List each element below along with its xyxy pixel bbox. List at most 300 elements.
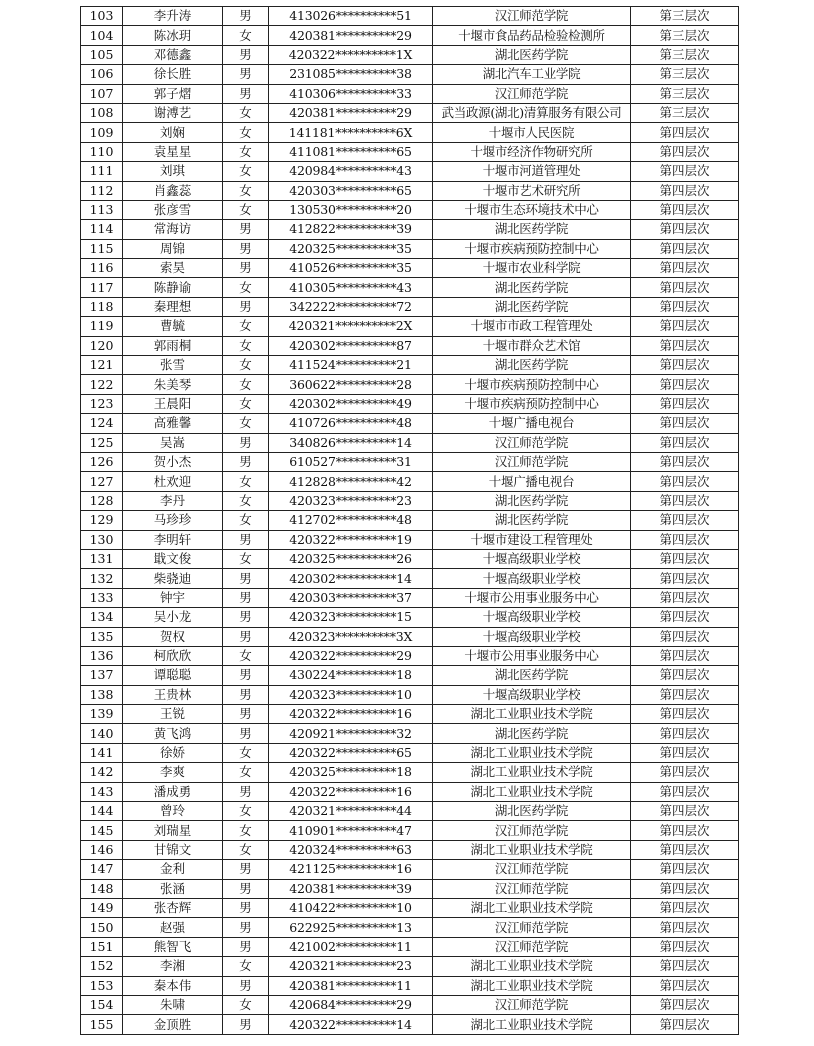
row-number-cell: 119 <box>81 317 123 336</box>
name-cell: 谢溥艺 <box>123 103 223 122</box>
level-cell: 第四层次 <box>631 181 739 200</box>
gender-cell: 女 <box>223 763 269 782</box>
table-row <box>81 414 739 433</box>
gender-cell: 男 <box>223 1015 269 1034</box>
organization-cell: 汉江师范学院 <box>433 918 631 937</box>
name-cell: 吴小龙 <box>123 608 223 627</box>
level-cell: 第四层次 <box>631 995 739 1014</box>
row-number-cell: 113 <box>81 200 123 219</box>
name-cell: 秦本伟 <box>123 976 223 995</box>
gender-cell: 男 <box>223 588 269 607</box>
row-number-cell: 123 <box>81 394 123 413</box>
row-number-cell: 120 <box>81 336 123 355</box>
organization-cell: 十堰市生态环境技术中心 <box>433 200 631 219</box>
name-cell: 贺小杰 <box>123 452 223 471</box>
gender-cell: 男 <box>223 705 269 724</box>
level-cell: 第四层次 <box>631 297 739 316</box>
level-cell: 第四层次 <box>631 666 739 685</box>
organization-cell: 十堰市人民医院 <box>433 123 631 142</box>
row-number-cell: 125 <box>81 433 123 452</box>
table-row <box>81 239 739 258</box>
id-number-cell: 420322**********29 <box>269 646 433 665</box>
organization-cell: 湖北医药学院 <box>433 724 631 743</box>
gender-cell: 男 <box>223 220 269 239</box>
table-row <box>81 65 739 84</box>
level-cell: 第四层次 <box>631 123 739 142</box>
row-number-cell: 144 <box>81 802 123 821</box>
gender-cell: 男 <box>223 7 269 26</box>
row-number-cell: 128 <box>81 491 123 510</box>
name-cell: 张彦雪 <box>123 200 223 219</box>
organization-cell: 十堰高级职业学校 <box>433 608 631 627</box>
gender-cell: 男 <box>223 84 269 103</box>
gender-cell: 男 <box>223 782 269 801</box>
organization-cell: 十堰高级职业学校 <box>433 569 631 588</box>
level-cell: 第三层次 <box>631 65 739 84</box>
gender-cell: 男 <box>223 452 269 471</box>
row-number-cell: 155 <box>81 1015 123 1034</box>
row-number-cell: 138 <box>81 685 123 704</box>
table-row <box>81 336 739 355</box>
organization-cell: 汉江师范学院 <box>433 7 631 26</box>
gender-cell: 男 <box>223 569 269 588</box>
gender-cell: 女 <box>223 414 269 433</box>
organization-cell: 汉江师范学院 <box>433 452 631 471</box>
name-cell: 秦理想 <box>123 297 223 316</box>
name-cell: 肖鑫蕊 <box>123 181 223 200</box>
organization-cell: 湖北汽车工业学院 <box>433 65 631 84</box>
organization-cell: 湖北工业职业技术学院 <box>433 840 631 859</box>
row-number-cell: 130 <box>81 530 123 549</box>
name-cell: 张杏辉 <box>123 898 223 917</box>
level-cell: 第三层次 <box>631 7 739 26</box>
name-cell: 李升涛 <box>123 7 223 26</box>
table-body <box>81 7 739 1035</box>
row-number-cell: 135 <box>81 627 123 646</box>
level-cell: 第四层次 <box>631 336 739 355</box>
row-number-cell: 140 <box>81 724 123 743</box>
level-cell: 第四层次 <box>631 452 739 471</box>
level-cell: 第四层次 <box>631 259 739 278</box>
table-row <box>81 317 739 336</box>
row-number-cell: 112 <box>81 181 123 200</box>
table-row <box>81 394 739 413</box>
row-number-cell: 104 <box>81 26 123 45</box>
level-cell: 第四层次 <box>631 549 739 568</box>
organization-cell: 湖北工业职业技术学院 <box>433 782 631 801</box>
gender-cell: 男 <box>223 608 269 627</box>
table-row <box>81 666 739 685</box>
gender-cell: 男 <box>223 879 269 898</box>
table-row <box>81 646 739 665</box>
organization-cell: 湖北医药学院 <box>433 802 631 821</box>
organization-cell: 湖北医药学院 <box>433 356 631 375</box>
name-cell: 赵强 <box>123 918 223 937</box>
id-number-cell: 360622**********28 <box>269 375 433 394</box>
name-cell: 李爽 <box>123 763 223 782</box>
name-cell: 袁星星 <box>123 142 223 161</box>
gender-cell: 女 <box>223 142 269 161</box>
organization-cell: 湖北工业职业技术学院 <box>433 1015 631 1034</box>
organization-cell: 汉江师范学院 <box>433 860 631 879</box>
row-number-cell: 106 <box>81 65 123 84</box>
table-row <box>81 569 739 588</box>
table-row <box>81 297 739 316</box>
level-cell: 第四层次 <box>631 375 739 394</box>
table-row <box>81 782 739 801</box>
level-cell: 第四层次 <box>631 588 739 607</box>
table-row <box>81 685 739 704</box>
organization-cell: 十堰高级职业学校 <box>433 549 631 568</box>
organization-cell: 十堰市疾病预防控制中心 <box>433 239 631 258</box>
row-number-cell: 153 <box>81 976 123 995</box>
level-cell: 第四层次 <box>631 142 739 161</box>
level-cell: 第四层次 <box>631 802 739 821</box>
name-cell: 谭聪聪 <box>123 666 223 685</box>
id-number-cell: 410306**********33 <box>269 84 433 103</box>
id-number-cell: 410726**********48 <box>269 414 433 433</box>
row-number-cell: 139 <box>81 705 123 724</box>
id-number-cell: 420325**********18 <box>269 763 433 782</box>
row-number-cell: 131 <box>81 549 123 568</box>
level-cell: 第四层次 <box>631 530 739 549</box>
level-cell: 第四层次 <box>631 685 739 704</box>
name-cell: 朱啸 <box>123 995 223 1014</box>
table-row <box>81 200 739 219</box>
name-cell: 戢文俊 <box>123 549 223 568</box>
row-number-cell: 142 <box>81 763 123 782</box>
row-number-cell: 145 <box>81 821 123 840</box>
organization-cell: 十堰市河道管理处 <box>433 162 631 181</box>
table-row <box>81 995 739 1014</box>
name-cell: 柯欣欣 <box>123 646 223 665</box>
gender-cell: 女 <box>223 200 269 219</box>
organization-cell: 汉江师范学院 <box>433 433 631 452</box>
gender-cell: 女 <box>223 394 269 413</box>
name-cell: 刘娴 <box>123 123 223 142</box>
id-number-cell: 420381**********29 <box>269 103 433 122</box>
id-number-cell: 610527**********31 <box>269 452 433 471</box>
organization-cell: 十堰高级职业学校 <box>433 685 631 704</box>
level-cell: 第四层次 <box>631 394 739 413</box>
row-number-cell: 137 <box>81 666 123 685</box>
table-row <box>81 45 739 64</box>
name-cell: 马珍珍 <box>123 511 223 530</box>
gender-cell: 男 <box>223 627 269 646</box>
id-number-cell: 410422**********10 <box>269 898 433 917</box>
organization-cell: 湖北医药学院 <box>433 491 631 510</box>
id-number-cell: 413026**********51 <box>269 7 433 26</box>
gender-cell: 女 <box>223 181 269 200</box>
name-cell: 陈静谕 <box>123 278 223 297</box>
gender-cell: 女 <box>223 336 269 355</box>
table-row <box>81 452 739 471</box>
organization-cell: 十堰市艺术研究所 <box>433 181 631 200</box>
organization-cell: 汉江师范学院 <box>433 879 631 898</box>
organization-cell: 湖北工业职业技术学院 <box>433 976 631 995</box>
level-cell: 第四层次 <box>631 220 739 239</box>
id-number-cell: 410526**********35 <box>269 259 433 278</box>
name-cell: 徐娇 <box>123 743 223 762</box>
table-row <box>81 705 739 724</box>
level-cell: 第四层次 <box>631 511 739 530</box>
level-cell: 第四层次 <box>631 646 739 665</box>
id-number-cell: 420684**********29 <box>269 995 433 1014</box>
id-number-cell: 420323**********23 <box>269 491 433 510</box>
id-number-cell: 421002**********11 <box>269 937 433 956</box>
id-number-cell: 420302**********49 <box>269 394 433 413</box>
table-row <box>81 259 739 278</box>
organization-cell: 十堰市食品药品检验检测所 <box>433 26 631 45</box>
level-cell: 第四层次 <box>631 860 739 879</box>
level-cell: 第四层次 <box>631 239 739 258</box>
id-number-cell: 622925**********13 <box>269 918 433 937</box>
row-number-cell: 110 <box>81 142 123 161</box>
name-cell: 陈冰玥 <box>123 26 223 45</box>
row-number-cell: 116 <box>81 259 123 278</box>
name-cell: 曹毓 <box>123 317 223 336</box>
level-cell: 第四层次 <box>631 976 739 995</box>
name-cell: 甘锦文 <box>123 840 223 859</box>
level-cell: 第四层次 <box>631 472 739 491</box>
organization-cell: 汉江师范学院 <box>433 995 631 1014</box>
organization-cell: 汉江师范学院 <box>433 84 631 103</box>
gender-cell: 女 <box>223 995 269 1014</box>
gender-cell: 女 <box>223 278 269 297</box>
name-cell: 索昊 <box>123 259 223 278</box>
gender-cell: 男 <box>223 530 269 549</box>
name-cell: 王贵林 <box>123 685 223 704</box>
gender-cell: 女 <box>223 103 269 122</box>
table-row <box>81 840 739 859</box>
name-cell: 黄飞鸿 <box>123 724 223 743</box>
level-cell: 第四层次 <box>631 356 739 375</box>
table-row <box>81 162 739 181</box>
row-number-cell: 126 <box>81 452 123 471</box>
id-number-cell: 420381**********11 <box>269 976 433 995</box>
level-cell: 第四层次 <box>631 957 739 976</box>
name-cell: 郭子熠 <box>123 84 223 103</box>
name-cell: 王晨阳 <box>123 394 223 413</box>
id-number-cell: 420322**********1X <box>269 45 433 64</box>
row-number-cell: 141 <box>81 743 123 762</box>
gender-cell: 女 <box>223 317 269 336</box>
name-cell: 王锐 <box>123 705 223 724</box>
row-number-cell: 148 <box>81 879 123 898</box>
id-number-cell: 130530**********20 <box>269 200 433 219</box>
level-cell: 第三层次 <box>631 45 739 64</box>
level-cell: 第四层次 <box>631 162 739 181</box>
row-number-cell: 147 <box>81 860 123 879</box>
id-number-cell: 420984**********43 <box>269 162 433 181</box>
table-row <box>81 7 739 26</box>
id-number-cell: 420302**********14 <box>269 569 433 588</box>
row-number-cell: 111 <box>81 162 123 181</box>
table-row <box>81 433 739 452</box>
table-row <box>81 608 739 627</box>
gender-cell: 男 <box>223 433 269 452</box>
name-cell: 郭雨桐 <box>123 336 223 355</box>
id-number-cell: 420323**********10 <box>269 685 433 704</box>
row-number-cell: 114 <box>81 220 123 239</box>
table-row <box>81 588 739 607</box>
gender-cell: 女 <box>223 472 269 491</box>
table-row <box>81 375 739 394</box>
row-number-cell: 127 <box>81 472 123 491</box>
table-row <box>81 356 739 375</box>
row-number-cell: 132 <box>81 569 123 588</box>
row-number-cell: 146 <box>81 840 123 859</box>
id-number-cell: 420321**********23 <box>269 957 433 976</box>
name-cell: 吴嵩 <box>123 433 223 452</box>
gender-cell: 男 <box>223 666 269 685</box>
table-row <box>81 549 739 568</box>
gender-cell: 女 <box>223 957 269 976</box>
level-cell: 第四层次 <box>631 821 739 840</box>
id-number-cell: 420325**********26 <box>269 549 433 568</box>
name-cell: 李湘 <box>123 957 223 976</box>
level-cell: 第四层次 <box>631 317 739 336</box>
table-row <box>81 898 739 917</box>
gender-cell: 女 <box>223 840 269 859</box>
gender-cell: 女 <box>223 511 269 530</box>
table-row <box>81 918 739 937</box>
level-cell: 第四层次 <box>631 608 739 627</box>
name-cell: 贺权 <box>123 627 223 646</box>
table-row <box>81 724 739 743</box>
level-cell: 第四层次 <box>631 743 739 762</box>
organization-cell: 湖北工业职业技术学院 <box>433 705 631 724</box>
level-cell: 第四层次 <box>631 937 739 956</box>
table-row <box>81 530 739 549</box>
id-number-cell: 420324**********63 <box>269 840 433 859</box>
organization-cell: 十堰广播电视台 <box>433 414 631 433</box>
name-cell: 潘成勇 <box>123 782 223 801</box>
id-number-cell: 420322**********14 <box>269 1015 433 1034</box>
level-cell: 第四层次 <box>631 898 739 917</box>
table-row <box>81 103 739 122</box>
id-number-cell: 420381**********29 <box>269 26 433 45</box>
row-number-cell: 150 <box>81 918 123 937</box>
name-cell: 邓德鑫 <box>123 45 223 64</box>
row-number-cell: 103 <box>81 7 123 26</box>
table-row <box>81 142 739 161</box>
gender-cell: 男 <box>223 259 269 278</box>
row-number-cell: 154 <box>81 995 123 1014</box>
table-row <box>81 821 739 840</box>
id-number-cell: 411081**********65 <box>269 142 433 161</box>
id-number-cell: 420381**********39 <box>269 879 433 898</box>
name-cell: 徐长胜 <box>123 65 223 84</box>
id-number-cell: 420325**********35 <box>269 239 433 258</box>
organization-cell: 湖北工业职业技术学院 <box>433 898 631 917</box>
gender-cell: 男 <box>223 898 269 917</box>
organization-cell: 十堰市建设工程管理处 <box>433 530 631 549</box>
id-number-cell: 412828**********42 <box>269 472 433 491</box>
organization-cell: 十堰市市政工程管理处 <box>433 317 631 336</box>
level-cell: 第四层次 <box>631 569 739 588</box>
level-cell: 第四层次 <box>631 1015 739 1034</box>
table-row <box>81 278 739 297</box>
level-cell: 第三层次 <box>631 103 739 122</box>
id-number-cell: 421125**********16 <box>269 860 433 879</box>
level-cell: 第三层次 <box>631 26 739 45</box>
organization-cell: 湖北医药学院 <box>433 666 631 685</box>
table-row <box>81 937 739 956</box>
name-cell: 李明轩 <box>123 530 223 549</box>
level-cell: 第四层次 <box>631 278 739 297</box>
gender-cell: 女 <box>223 162 269 181</box>
gender-cell: 男 <box>223 918 269 937</box>
row-number-cell: 122 <box>81 375 123 394</box>
table-row <box>81 26 739 45</box>
organization-cell: 湖北医药学院 <box>433 278 631 297</box>
id-number-cell: 420302**********87 <box>269 336 433 355</box>
level-cell: 第四层次 <box>631 433 739 452</box>
id-number-cell: 430224**********18 <box>269 666 433 685</box>
row-number-cell: 143 <box>81 782 123 801</box>
organization-cell: 湖北工业职业技术学院 <box>433 763 631 782</box>
gender-cell: 男 <box>223 860 269 879</box>
organization-cell: 十堰高级职业学校 <box>433 627 631 646</box>
row-number-cell: 152 <box>81 957 123 976</box>
table-row <box>81 879 739 898</box>
organization-cell: 汉江师范学院 <box>433 821 631 840</box>
gender-cell: 女 <box>223 646 269 665</box>
organization-cell: 武当政源(湖北)清算服务有限公司 <box>433 103 631 122</box>
id-number-cell: 420303**********37 <box>269 588 433 607</box>
gender-cell: 女 <box>223 356 269 375</box>
table-row <box>81 220 739 239</box>
name-cell: 朱美琴 <box>123 375 223 394</box>
table-row <box>81 627 739 646</box>
id-number-cell: 412822**********39 <box>269 220 433 239</box>
id-number-cell: 420921**********32 <box>269 724 433 743</box>
row-number-cell: 133 <box>81 588 123 607</box>
gender-cell: 女 <box>223 491 269 510</box>
organization-cell: 湖北医药学院 <box>433 511 631 530</box>
level-cell: 第四层次 <box>631 840 739 859</box>
row-number-cell: 136 <box>81 646 123 665</box>
row-number-cell: 107 <box>81 84 123 103</box>
id-number-cell: 141181**********6X <box>269 123 433 142</box>
row-number-cell: 109 <box>81 123 123 142</box>
personnel-table <box>80 6 739 1035</box>
level-cell: 第四层次 <box>631 782 739 801</box>
id-number-cell: 420322**********65 <box>269 743 433 762</box>
gender-cell: 女 <box>223 26 269 45</box>
row-number-cell: 118 <box>81 297 123 316</box>
gender-cell: 女 <box>223 549 269 568</box>
row-number-cell: 105 <box>81 45 123 64</box>
organization-cell: 湖北工业职业技术学院 <box>433 957 631 976</box>
table-row <box>81 181 739 200</box>
id-number-cell: 420321**********44 <box>269 802 433 821</box>
name-cell: 曾玲 <box>123 802 223 821</box>
id-number-cell: 420323**********3X <box>269 627 433 646</box>
organization-cell: 湖北医药学院 <box>433 45 631 64</box>
id-number-cell: 410305**********43 <box>269 278 433 297</box>
table-row <box>81 743 739 762</box>
gender-cell: 女 <box>223 375 269 394</box>
gender-cell: 男 <box>223 685 269 704</box>
table-row <box>81 491 739 510</box>
name-cell: 李丹 <box>123 491 223 510</box>
name-cell: 张涵 <box>123 879 223 898</box>
id-number-cell: 231085**********38 <box>269 65 433 84</box>
gender-cell: 女 <box>223 802 269 821</box>
organization-cell: 十堰市农业科学院 <box>433 259 631 278</box>
